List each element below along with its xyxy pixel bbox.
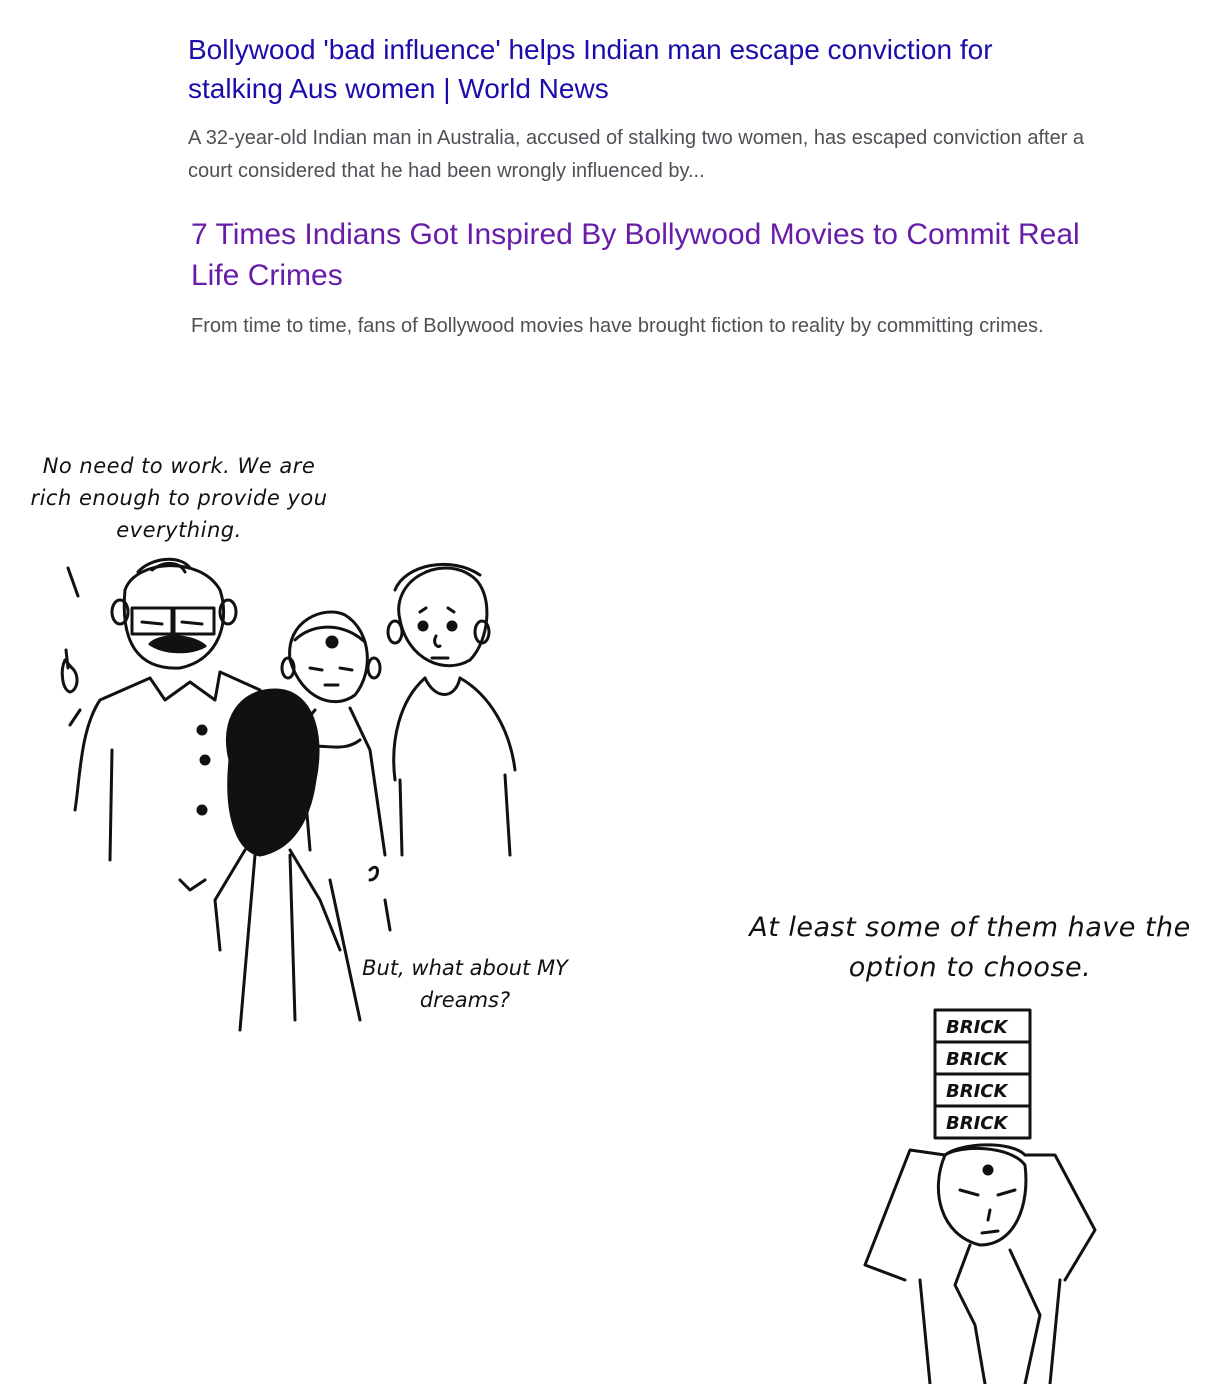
child-speech: But, what about MY dreams? xyxy=(362,956,568,1012)
result-title-link[interactable]: 7 Times Indians Got Inspired By Bollywood Movies to Commit Real Life Crimes xyxy=(191,218,1080,292)
brick-label: BRICK xyxy=(946,1113,1008,1134)
brick-label: BRICK xyxy=(946,1017,1008,1038)
brick-label: BRICK xyxy=(946,1081,1008,1102)
result-snippet: From time to time, fans of Bollywood movies have brought fiction to reality by committing crimes. xyxy=(191,315,1044,337)
result-title-link[interactable]: Bollywood 'bad influence' helps Indian man escape conviction for stalking Aus women | World News xyxy=(188,34,993,104)
brick-label: BRICK xyxy=(946,1049,1008,1070)
result-snippet: A 32-year-old Indian man in Australia, accused of stalking two women, has escaped conviction after a court considered that he had been wrongly influenced by... xyxy=(188,127,1085,182)
father-speech: No need to work. We are rich enough to provide you everything. xyxy=(30,454,328,542)
family-sketch xyxy=(40,550,540,1050)
brick-carrier-sketch xyxy=(850,1005,1110,1384)
search-result-1 xyxy=(188,30,1088,188)
search-result-2 xyxy=(191,214,1091,343)
comic-caption: At least some of them have the option to choose. xyxy=(749,912,1191,983)
